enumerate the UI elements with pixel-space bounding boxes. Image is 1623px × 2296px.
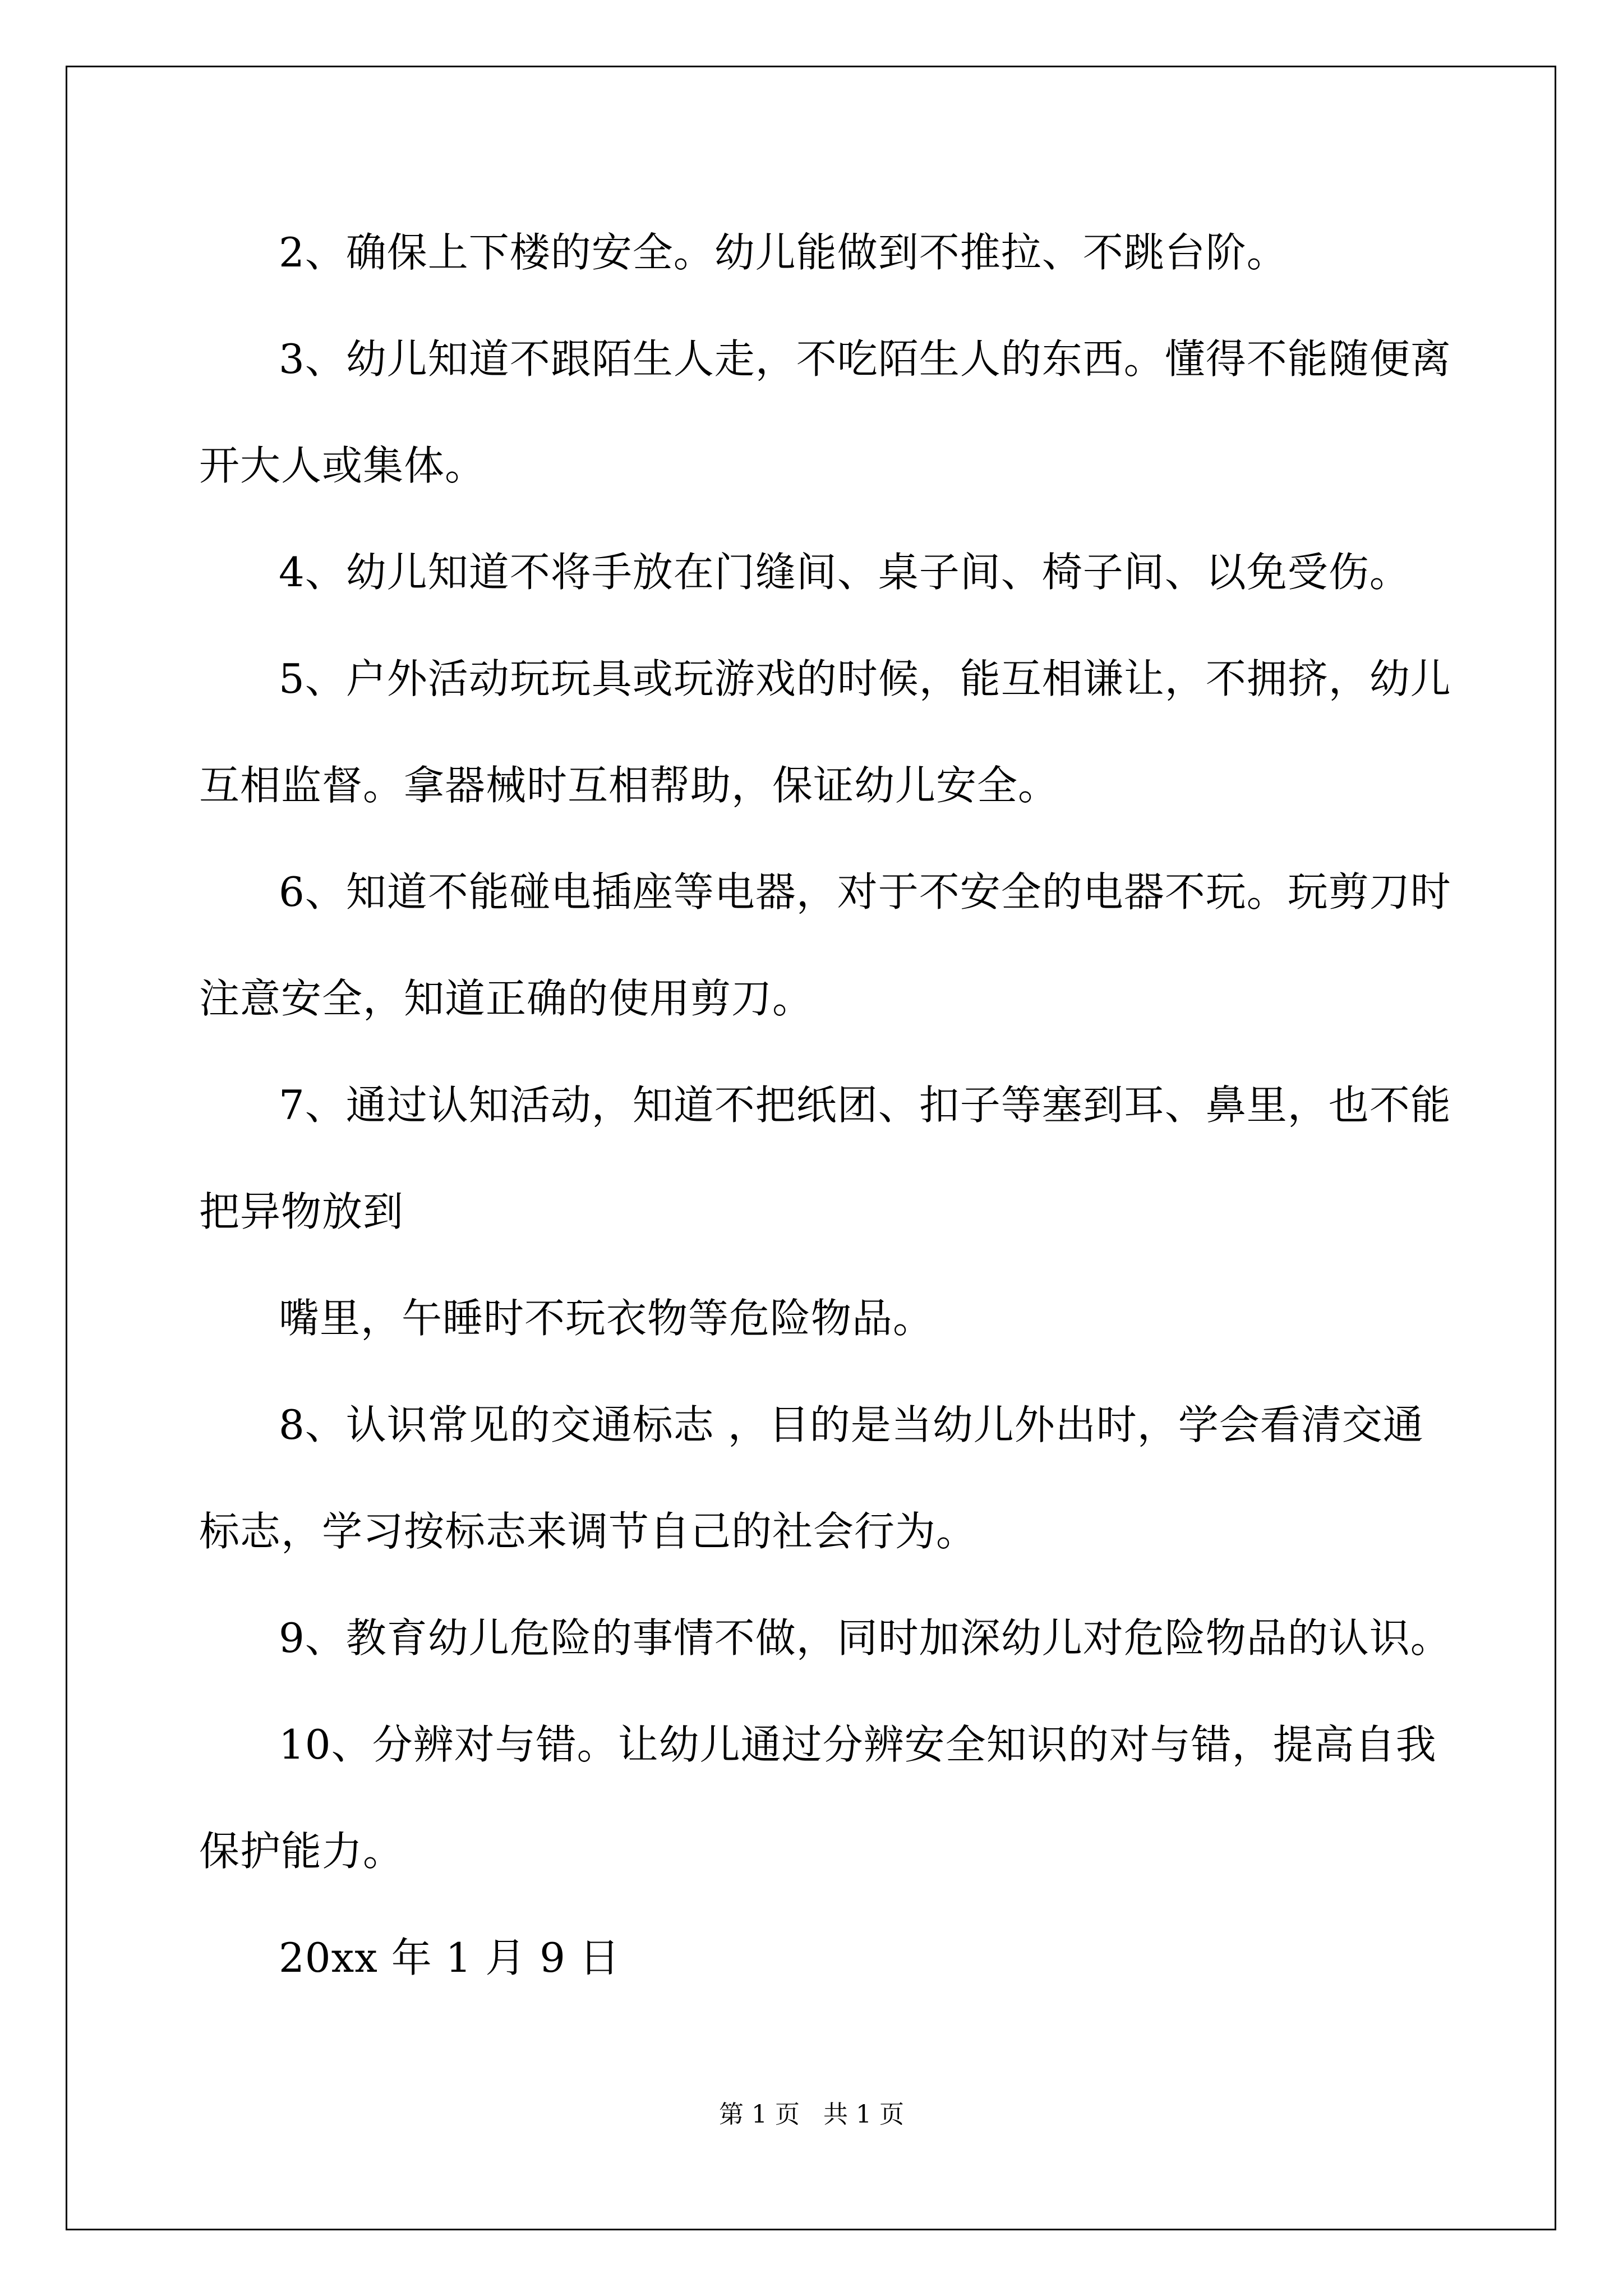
item-9: 9、教育幼儿危险的事情不做，同时加深幼儿对危险物品的认识。 (279, 1614, 1451, 1662)
item-10: 10、分辨对与错。让幼儿通过分辨安全知识的对与错，提高自我 (279, 1721, 1437, 1768)
item-8-cont: 标志，学习按标志来调节自己的社会行为。 (199, 1508, 978, 1555)
item-5: 5、户外活动玩玩具或玩游戏的时候，能互相谦让，不拥挤，幼儿 (279, 655, 1451, 702)
page-border (66, 66, 1556, 2230)
item-5-cont: 互相监督。拿器械时互相帮助，保证幼儿安全。 (199, 762, 1059, 809)
item-7: 7、通过认知活动，知道不把纸团、扣子等塞到耳、鼻里，也不能 (279, 1082, 1451, 1129)
item-6-cont: 注意安全，知道正确的使用剪刀。 (199, 975, 814, 1022)
document-date: 20xx 年 1 月 9 日 (279, 1934, 620, 1981)
item-3: 3、幼儿知道不跟陌生人走，不吃陌生人的东西。懂得不能随便离 (279, 335, 1451, 383)
item-2: 2、确保上下楼的安全。幼儿能做到不推拉、不跳台阶。 (279, 229, 1288, 276)
item-7-cont: 把异物放到 (199, 1188, 404, 1235)
item-10-cont: 保护能力。 (199, 1828, 404, 1875)
item-6: 6、知道不能碰电插座等电器，对于不安全的电器不玩。玩剪刀时 (279, 868, 1451, 915)
page-footer: 第 1 页 共 1 页 (719, 2100, 904, 2129)
item-3-cont: 开大人或集体。 (199, 442, 486, 489)
item-8: 8、认识常见的交通标志 ，目的是当幼儿外出时，学会看清交通 (279, 1401, 1424, 1448)
item-4: 4、幼儿知道不将手放在门缝间、桌子间、椅子间、以免受伤。 (279, 549, 1410, 596)
item-7-cont-2: 嘴里，午睡时不玩衣物等危险物品。 (279, 1295, 934, 1342)
